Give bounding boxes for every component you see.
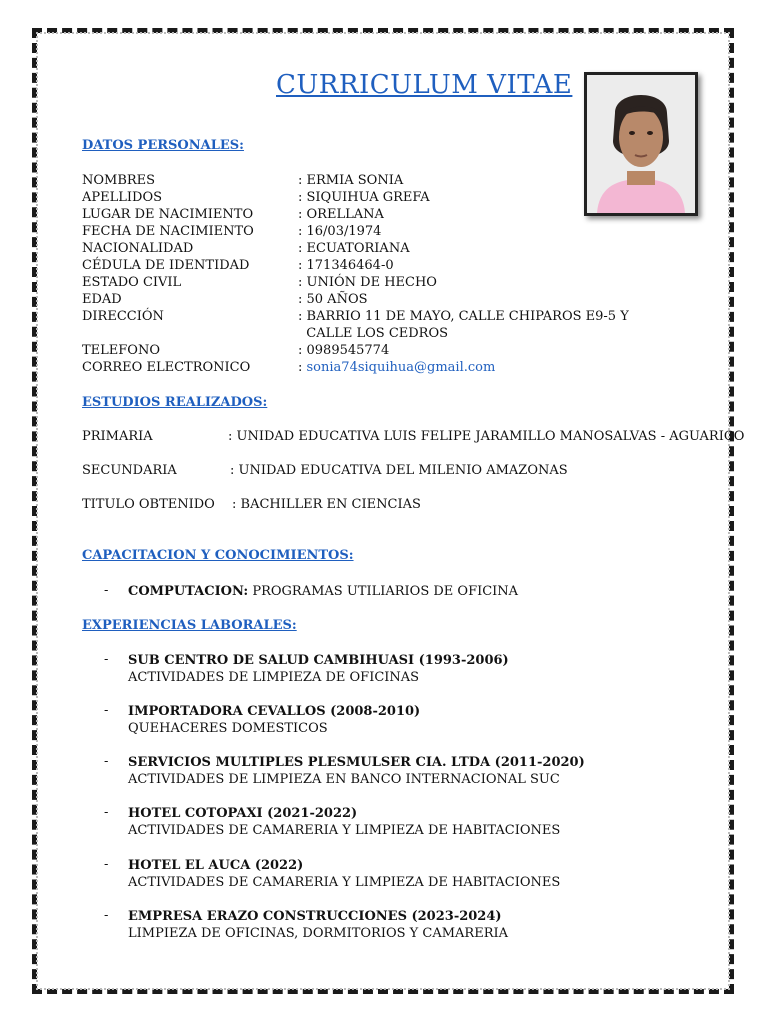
- field-value: : ERMIA SONIA: [298, 173, 404, 188]
- experience-desc: ACTIVIDADES DE CAMARERIA Y LIMPIEZA DE HABITACIONES: [128, 823, 561, 838]
- field-value: : 0989545774: [298, 343, 390, 358]
- bullet-dash: -: [104, 857, 109, 872]
- profile-photo: [584, 72, 698, 216]
- experience-desc: ACTIVIDADES DE CAMARERIA Y LIMPIEZA DE HABITACIONES: [128, 875, 561, 890]
- study-value: : BACHILLER EN CIENCIAS: [232, 497, 421, 512]
- experience-title: HOTEL COTOPAXI (2021-2022): [128, 806, 358, 821]
- skill-name: COMPUTACION:: [128, 584, 249, 599]
- field-value: : 50 AÑOS: [298, 292, 368, 307]
- section-heading-studies: ESTUDIOS REALIZADOS:: [82, 395, 268, 410]
- bullet-dash: -: [104, 805, 109, 820]
- study-row: [82, 463, 568, 478]
- field-value: : SIQUIHUA GREFA: [298, 190, 430, 205]
- bullet-dash: -: [104, 652, 109, 667]
- study-row: [82, 497, 421, 512]
- study-value: : UNIDAD EDUCATIVA DEL MILENIO AMAZONAS: [230, 463, 568, 478]
- skill-item: [128, 583, 518, 600]
- field-label: LUGAR DE NACIMIENTO: [82, 207, 254, 222]
- bullet-dash: -: [104, 754, 109, 769]
- section-heading-skills: CAPACITACION Y CONOCIMIENTOS:: [82, 548, 354, 563]
- experience-item: [128, 652, 509, 686]
- field-label: EDAD: [82, 292, 122, 307]
- experience-title: SERVICIOS MULTIPLES PLESMULSER CIA. LTDA (2011-2020): [128, 755, 585, 770]
- bullet-dash: -: [104, 583, 109, 598]
- section-heading-experience: EXPERIENCIAS LABORALES:: [82, 618, 297, 633]
- experience-title: SUB CENTRO DE SALUD CAMBIHUASI (1993-2006): [128, 653, 509, 668]
- experience-title: IMPORTADORA CEVALLOS (2008-2010): [128, 704, 421, 719]
- field-label: ESTADO CIVIL: [82, 275, 182, 290]
- experience-desc: ACTIVIDADES DE LIMPIEZA EN BANCO INTERNACIONAL SUC: [128, 772, 560, 787]
- field-value: : UNIÓN DE HECHO: [298, 275, 437, 290]
- study-value: : UNIDAD EDUCATIVA LUIS FELIPE JARAMILLO MANOSALVAS - AGUARICO: [228, 429, 745, 444]
- field-label: FECHA DE NACIMIENTO: [82, 224, 254, 239]
- experience-title: EMPRESA ERAZO CONSTRUCCIONES (2023-2024): [128, 909, 502, 924]
- page-title: CURRICULUM VITAE: [276, 70, 573, 100]
- field-value: [298, 360, 495, 375]
- experience-desc: ACTIVIDADES DE LIMPIEZA DE OFICINAS: [128, 670, 420, 685]
- section-heading-personal: DATOS PERSONALES:: [82, 138, 244, 153]
- field-value: : ORELLANA: [298, 207, 384, 222]
- bullet-dash: -: [104, 703, 109, 718]
- email-link[interactable]: sonia74siquihua@gmail.com: [306, 360, 496, 375]
- study-label: SECUNDARIA: [82, 463, 177, 478]
- person-portrait-icon: [587, 75, 695, 213]
- study-label: TITULO OBTENIDO: [82, 497, 215, 512]
- field-label: CÉDULA DE IDENTIDAD: [82, 258, 250, 273]
- field-label: APELLIDOS: [82, 190, 163, 205]
- field-value: : ECUATORIANA: [298, 241, 410, 256]
- experience-title: HOTEL EL AUCA (2022): [128, 858, 304, 873]
- field-label: NOMBRES: [82, 173, 156, 188]
- field-label: DIRECCIÓN: [82, 309, 164, 324]
- experience-desc: LIMPIEZA DE OFICINAS, DORMITORIOS Y CAMARERIA: [128, 926, 509, 941]
- field-label: NACIONALIDAD: [82, 241, 194, 256]
- bullet-dash: -: [104, 908, 109, 923]
- experience-item: [128, 703, 420, 737]
- experience-item: [128, 908, 508, 942]
- field-label: CORREO ELECTRONICO: [82, 360, 251, 375]
- field-label: TELEFONO: [82, 343, 160, 358]
- field-value: : 16/03/1974: [298, 224, 382, 239]
- email-colon: :: [298, 360, 307, 375]
- experience-item: [128, 857, 560, 891]
- study-row: [82, 429, 745, 444]
- study-label: PRIMARIA: [82, 429, 153, 444]
- field-value: : BARRIO 11 DE MAYO, CALLE CHIPAROS E9-5 Y: [298, 309, 629, 324]
- experience-item: [128, 805, 560, 839]
- field-value: CALLE LOS CEDROS: [298, 326, 449, 341]
- field-value: : 171346464-0: [298, 258, 394, 273]
- experience-desc: QUEHACERES DOMESTICOS: [128, 721, 328, 736]
- experience-item: [128, 754, 585, 788]
- skill-desc: PROGRAMAS UTILIARIOS DE OFICINA: [248, 584, 519, 599]
